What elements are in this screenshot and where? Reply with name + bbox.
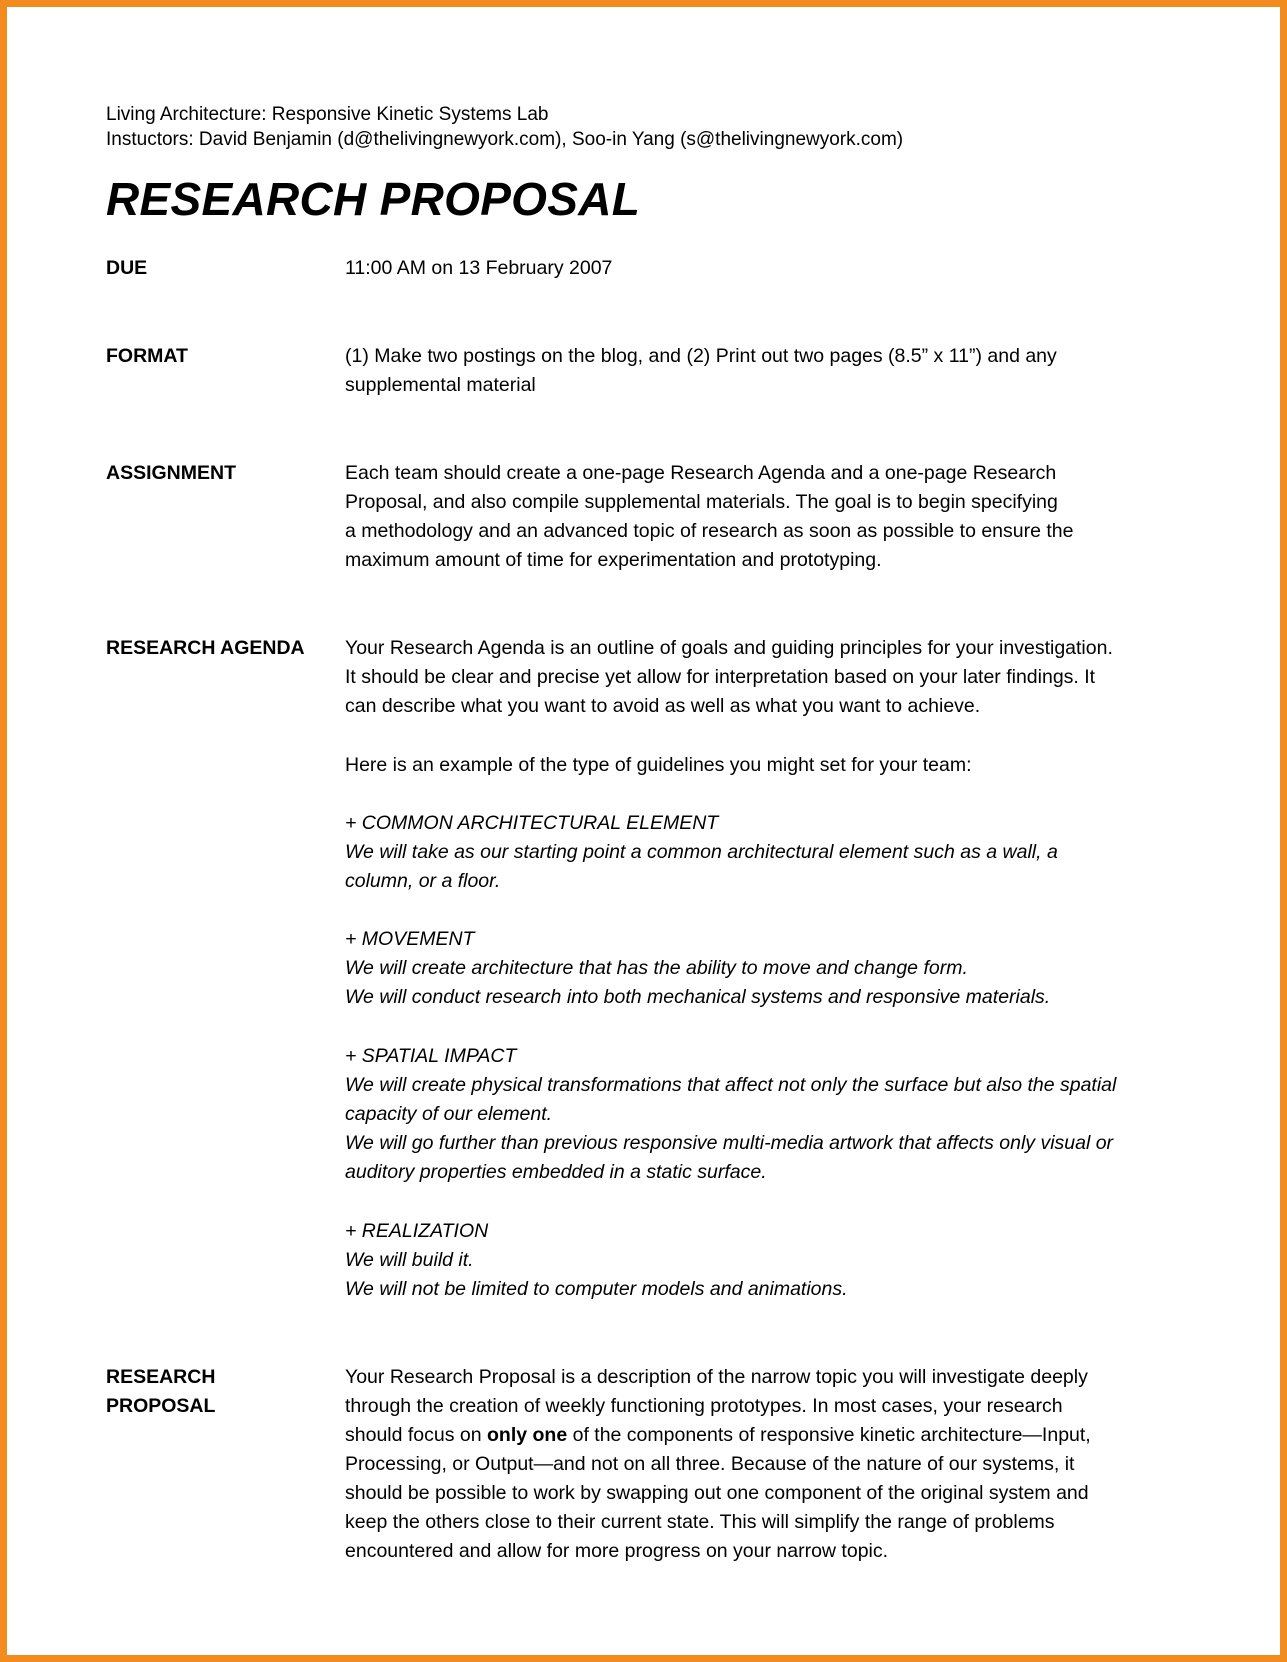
instructors-line: Instuctors: David Benjamin (d@thelivingnewyork.com), Soo-in Yang (s@thelivingnewyork.com) (106, 129, 904, 150)
format-line: (1) Make two postings on the blog, and (2) Print out two pages (8.5” x 11”) and any (345, 345, 1057, 367)
research-proposal-label-line1: RESEARCH (106, 1366, 216, 1388)
guideline-heading: + REALIZATION (345, 1220, 489, 1242)
assignment-line: a methodology and an advanced topic of research as soon as possible to ensure the (345, 520, 1074, 542)
agenda-example-intro (345, 751, 1175, 780)
proposal-line: Your Research Proposal is a description of the narrow topic you will investigate deeply (345, 1366, 1088, 1388)
guideline-line: column, or a floor. (345, 870, 501, 892)
guideline-line: We will not be limited to computer models and animations. (345, 1278, 848, 1300)
agenda-intro-line: It should be clear and precise yet allow for interpretation based on your later findings. It (345, 666, 1096, 688)
assignment-line: maximum amount of time for experimentation and prototyping. (345, 549, 882, 571)
assignment-label: ASSIGNMENT (106, 462, 237, 484)
proposal-line: Processing, or Output—and not on all three. Because of the nature of our systems, it (345, 1453, 1075, 1475)
guideline-heading: + COMMON ARCHITECTURAL ELEMENT (345, 812, 719, 834)
research-proposal-text (345, 1363, 1175, 1566)
page-title: RESEARCH PROPOSAL (106, 173, 641, 225)
proposal-line: through the creation of weekly functioning prototypes. In most cases, your research (345, 1395, 1063, 1417)
research-proposal-label-line2: PROPOSAL (106, 1395, 216, 1417)
agenda-intro-line: can describe what you want to avoid as well as what you want to achieve. (345, 695, 981, 717)
guideline-line: We will take as our starting point a common architectural element such as a wall, a (345, 841, 1058, 863)
proposal-line: keep the others close to their current state. This will simplify the range of problems (345, 1511, 1055, 1533)
guideline-line: We will conduct research into both mechanical systems and responsive materials. (345, 986, 1051, 1008)
research-agenda-label: RESEARCH AGENDA (106, 637, 305, 659)
proposal-line-emphasis (345, 1421, 1175, 1450)
guideline-line: We will create architecture that has the ability to move and change form. (345, 957, 968, 979)
guideline-line: auditory properties embedded in a static surface. (345, 1161, 767, 1183)
guideline-spatial-impact (345, 1042, 1175, 1187)
guideline-line: We will build it. (345, 1249, 474, 1271)
format-line: supplemental material (345, 374, 536, 396)
proposal-line3-after: of the components of responsive kinetic architecture—Input, (567, 1424, 1091, 1446)
guideline-movement (345, 925, 1175, 1012)
research-agenda-intro (345, 634, 1175, 721)
proposal-line: should be possible to work by swapping out one component of the original system and (345, 1482, 1089, 1504)
guideline-line: We will create physical transformations that affect not only the surface but also the spatial (345, 1074, 1117, 1096)
guideline-line: We will go further than previous responsive multi-media artwork that affects only visual or (345, 1132, 1114, 1154)
guideline-realization (345, 1217, 1175, 1304)
guideline-line: capacity of our element. (345, 1103, 553, 1125)
due-line: 11:00 AM on 13 February 2007 (345, 257, 613, 279)
assignment-line: Proposal, and also compile supplemental materials. The goal is to begin specifying (345, 491, 1058, 513)
guideline-heading: + MOVEMENT (345, 928, 475, 950)
assignment-line: Each team should create a one-page Research Agenda and a one-page Research (345, 462, 1057, 484)
assignment-text (345, 459, 1175, 575)
due-label: DUE (106, 257, 148, 279)
guideline-heading: + SPATIAL IMPACT (345, 1045, 517, 1067)
guideline-common-element (345, 809, 1175, 896)
format-text (345, 342, 1175, 400)
only-one-emphasis: only one (487, 1424, 568, 1446)
agenda-intro-line: Your Research Agenda is an outline of goals and guiding principles for your investigation. (345, 637, 1113, 659)
agenda-example-line: Here is an example of the type of guidelines you might set for your team: (345, 754, 972, 776)
format-label: FORMAT (106, 345, 188, 367)
research-proposal-label (106, 1363, 215, 1421)
course-title: Living Architecture: Responsive Kinetic Systems Lab (106, 104, 549, 125)
due-text (345, 254, 1175, 283)
proposal-line3-before: should focus on (345, 1424, 488, 1446)
proposal-line: encountered and allow for more progress on your narrow topic. (345, 1540, 889, 1562)
